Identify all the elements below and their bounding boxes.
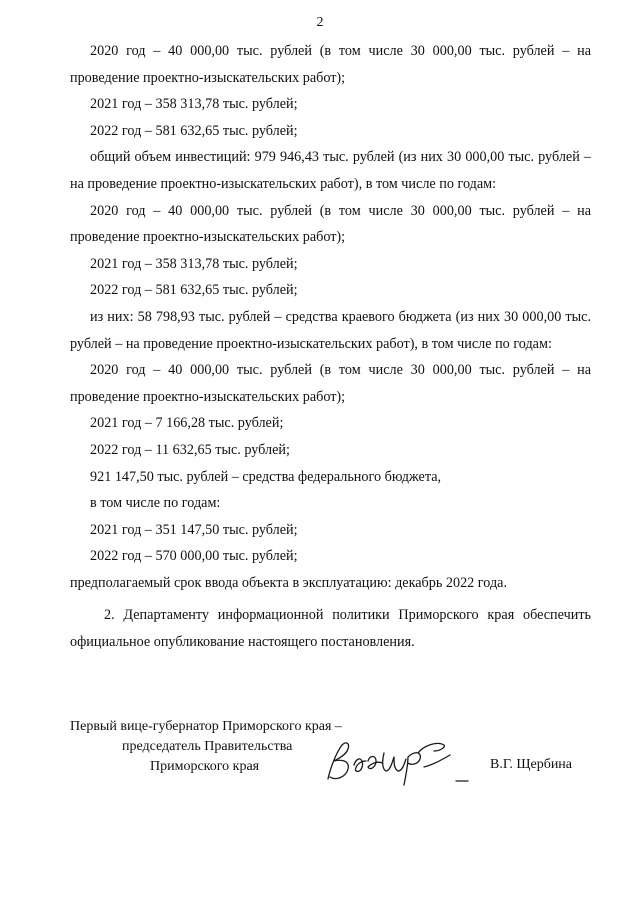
signer-position-line-1: Первый вице-губернатор Приморского края –: [70, 719, 342, 734]
paragraph: 2022 год – 581 632,65 тыс. рублей;: [90, 282, 298, 299]
paragraph: 2021 год – 7 166,28 тыс. рублей;: [90, 415, 284, 432]
signer-name: В.Г. Щербина: [490, 757, 573, 772]
paragraph: 2022 год – 11 632,65 тыс. рублей;: [90, 441, 290, 458]
paragraph: 2. Департаменту информационной политики Приморского края обеспечить официальное опубликование настоящего постановления.: [70, 607, 591, 651]
paragraph: общий объем инвестиций: 979 946,43 тыс. рублей (из них 30 000,00 тыс. рублей – на проведение проектно-изыскательских работ), в том числе по годам:: [70, 149, 591, 192]
paragraph: 2020 год – 40 000,00 тыс. рублей (в том числе 30 000,00 тыс. рублей – на проведение проектно-изыскательских работ);: [70, 362, 591, 405]
paragraph: предполагаемый срок ввода объекта в эксплуатацию: декабрь 2022 года.: [70, 574, 508, 591]
document-body: [70, 38, 591, 656]
paragraph: 2020 год – 40 000,00 тыс. рублей (в том числе 30 000,00 тыс. рублей – на проведение проектно-изыскательских работ);: [70, 202, 591, 246]
paragraph: 2021 год – 358 313,78 тыс. рублей;: [90, 96, 298, 113]
paragraph: 2020 год – 40 000,00 тыс. рублей (в том числе 30 000,00 тыс. рублей – на проведение проектно-изыскательских работ);: [70, 43, 591, 86]
page-number: 2: [316, 15, 324, 30]
handwritten-signature-icon: [320, 731, 470, 793]
signature-block: [70, 717, 600, 797]
paragraph: 2021 год – 358 313,78 тыс. рублей;: [90, 255, 298, 272]
paragraph: из них: 58 798,93 тыс. рублей – средства краевого бюджета (из них 30 000,00 тыс. рублей – на проведение проектно-изыскательских работ), в том числе по годам:: [70, 308, 591, 352]
paragraph: 2022 год – 570 000,00 тыс. рублей;: [90, 548, 298, 565]
signer-position-line-2: председатель Правительства: [122, 739, 293, 754]
paragraph: 2022 год – 581 632,65 тыс. рублей;: [90, 122, 298, 139]
paragraph: 2021 год – 351 147,50 тыс. рублей;: [90, 521, 298, 538]
signer-position-line-3: Приморского края: [150, 759, 260, 774]
paragraph: в том числе по годам:: [90, 495, 221, 512]
paragraph: 921 147,50 тыс. рублей – средства федерального бюджета,: [90, 468, 442, 485]
